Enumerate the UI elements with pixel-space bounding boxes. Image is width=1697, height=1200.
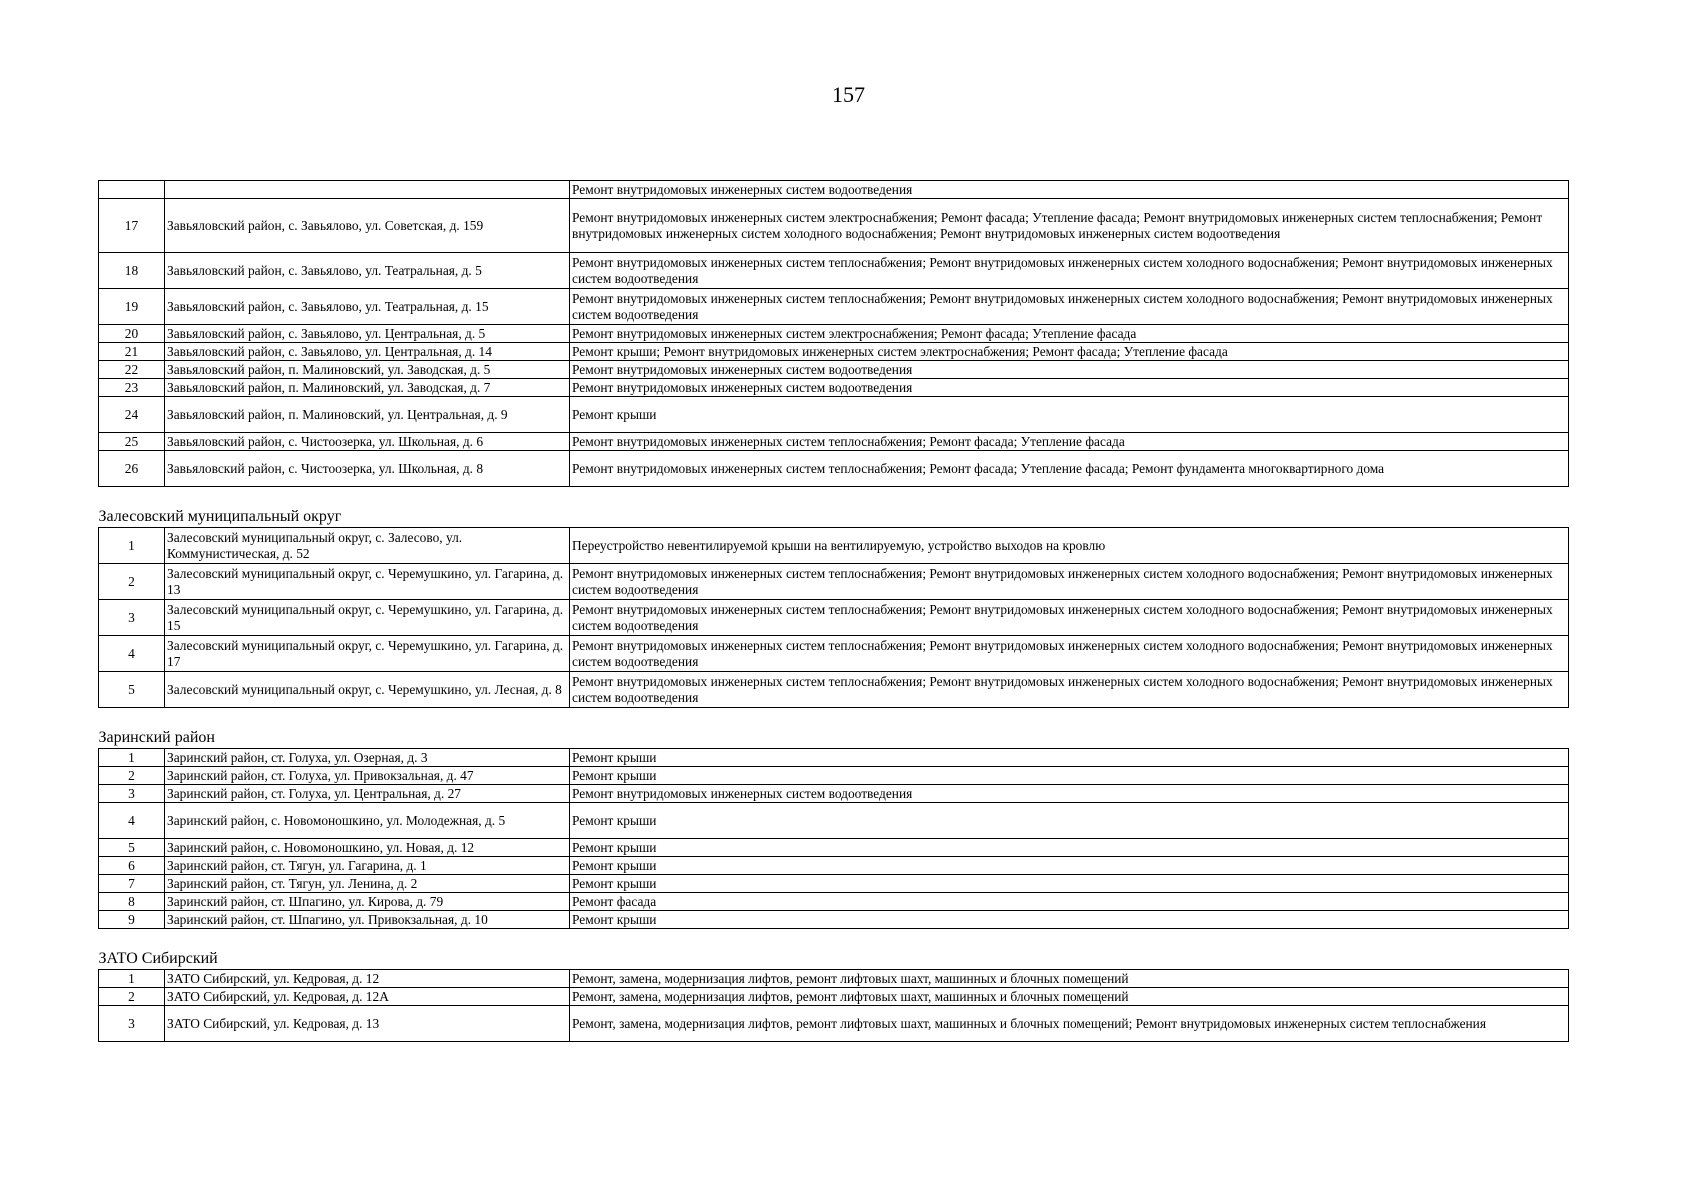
section-heading: Заринский район xyxy=(99,708,1569,749)
row-works: Ремонт, замена, модернизация лифтов, ремонт лифтовых шахт, машинных и блочных помещений xyxy=(570,970,1569,988)
row-works: Ремонт крыши xyxy=(570,803,1569,839)
row-address: Завьяловский район, п. Малиновский, ул. Центральная, д. 9 xyxy=(165,397,570,433)
row-address: Завьяловский район, с. Завьялово, ул. Театральная, д. 15 xyxy=(165,289,570,325)
row-works: Ремонт внутридомовых инженерных систем теплоснабжения; Ремонт внутридомовых инженерных систем холодного водоснабжения; Ремонт внутридомовых инженерных систем водоотведения xyxy=(570,289,1569,325)
table-row xyxy=(99,803,1569,839)
row-address: Завьяловский район, п. Малиновский, ул. Заводская, д. 7 xyxy=(165,379,570,397)
row-address: Заринский район, ст. Тягун, ул. Гагарина, д. 1 xyxy=(165,857,570,875)
table-row xyxy=(99,397,1569,433)
section-heading: ЗАТО Сибирский xyxy=(99,929,1569,970)
table-row xyxy=(99,893,1569,911)
row-address: Заринский район, с. Новомоношкино, ул. Новая, д. 12 xyxy=(165,839,570,857)
table-row xyxy=(99,1006,1569,1042)
table-row xyxy=(99,361,1569,379)
row-address: Заринский район, ст. Шпагино, ул. Привокзальная, д. 10 xyxy=(165,911,570,929)
row-number: 1 xyxy=(99,749,165,767)
table-row xyxy=(99,289,1569,325)
row-number: 19 xyxy=(99,289,165,325)
table-row xyxy=(99,672,1569,708)
row-number: 21 xyxy=(99,343,165,361)
row-number: 4 xyxy=(99,803,165,839)
row-address: Завьяловский район, с. Завьялово, ул. Центральная, д. 14 xyxy=(165,343,570,361)
table-row xyxy=(99,343,1569,361)
table-row xyxy=(99,253,1569,289)
row-number: 17 xyxy=(99,199,165,253)
row-works: Ремонт внутридомовых инженерных систем теплоснабжения; Ремонт внутридомовых инженерных систем холодного водоснабжения; Ремонт внутридомовых инженерных систем водоотведения xyxy=(570,672,1569,708)
section-header-row xyxy=(99,487,1569,528)
row-address: Завьяловский район, с. Завьялово, ул. Советская, д. 159 xyxy=(165,199,570,253)
table-row xyxy=(99,785,1569,803)
table-row xyxy=(99,528,1569,564)
table-row xyxy=(99,911,1569,929)
row-address: ЗАТО Сибирский, ул. Кедровая, д. 12А xyxy=(165,988,570,1006)
table-row xyxy=(99,199,1569,253)
row-number: 2 xyxy=(99,988,165,1006)
table-row xyxy=(99,875,1569,893)
row-works: Ремонт крыши xyxy=(570,749,1569,767)
row-works: Ремонт крыши xyxy=(570,767,1569,785)
row-number: 2 xyxy=(99,564,165,600)
row-number: 3 xyxy=(99,1006,165,1042)
row-works: Ремонт внутридомовых инженерных систем теплоснабжения; Ремонт фасада; Утепление фасада xyxy=(570,433,1569,451)
table-row xyxy=(99,857,1569,875)
row-works: Ремонт внутридомовых инженерных систем теплоснабжения; Ремонт внутридомовых инженерных систем холодного водоснабжения; Ремонт внутридомовых инженерных систем водоотведения xyxy=(570,600,1569,636)
row-number: 22 xyxy=(99,361,165,379)
row-address: Залесовский муниципальный округ, с. Черемушкино, ул. Гагарина, д. 17 xyxy=(165,636,570,672)
table-body xyxy=(99,181,1569,1042)
row-number: 5 xyxy=(99,839,165,857)
row-number: 7 xyxy=(99,875,165,893)
row-works: Ремонт внутридомовых инженерных систем водоотведения xyxy=(570,379,1569,397)
repair-schedule-table xyxy=(98,180,1569,1042)
row-number: 20 xyxy=(99,325,165,343)
row-number: 25 xyxy=(99,433,165,451)
table-row xyxy=(99,325,1569,343)
row-works: Ремонт крыши xyxy=(570,397,1569,433)
row-address: Заринский район, ст. Голуха, ул. Центральная, д. 27 xyxy=(165,785,570,803)
row-works: Ремонт крыши; Ремонт внутридомовых инженерных систем электроснабжения; Ремонт фасада; Утепление фасада xyxy=(570,343,1569,361)
row-address: Завьяловский район, с. Чистоозерка, ул. Школьная, д. 6 xyxy=(165,433,570,451)
table-row xyxy=(99,181,1569,199)
row-address: ЗАТО Сибирский, ул. Кедровая, д. 12 xyxy=(165,970,570,988)
row-works: Ремонт, замена, модернизация лифтов, ремонт лифтовых шахт, машинных и блочных помещений; Ремонт внутридомовых инженерных систем теплоснабжения xyxy=(570,1006,1569,1042)
row-address: Заринский район, ст. Тягун, ул. Ленина, д. 2 xyxy=(165,875,570,893)
row-address: Завьяловский район, с. Завьялово, ул. Театральная, д. 5 xyxy=(165,253,570,289)
table-row xyxy=(99,564,1569,600)
row-number xyxy=(99,181,165,199)
row-works: Ремонт внутридомовых инженерных систем водоотведения xyxy=(570,785,1569,803)
row-address: Залесовский муниципальный округ, с. Черемушкино, ул. Гагарина, д. 13 xyxy=(165,564,570,600)
row-works: Ремонт крыши xyxy=(570,875,1569,893)
row-number: 26 xyxy=(99,451,165,487)
row-works: Ремонт внутридомовых инженерных систем теплоснабжения; Ремонт внутридомовых инженерных систем холодного водоснабжения; Ремонт внутридомовых инженерных систем водоотведения xyxy=(570,564,1569,600)
table-row xyxy=(99,988,1569,1006)
row-works: Ремонт внутридомовых инженерных систем теплоснабжения; Ремонт фасада; Утепление фасада; Ремонт фундамента многоквартирного дома xyxy=(570,451,1569,487)
table-row xyxy=(99,379,1569,397)
table-row xyxy=(99,970,1569,988)
table-row xyxy=(99,749,1569,767)
row-number: 3 xyxy=(99,600,165,636)
table-row xyxy=(99,600,1569,636)
row-number: 2 xyxy=(99,767,165,785)
row-number: 3 xyxy=(99,785,165,803)
table-row xyxy=(99,433,1569,451)
row-works: Ремонт внутридомовых инженерных систем теплоснабжения; Ремонт внутридомовых инженерных систем холодного водоснабжения; Ремонт внутридомовых инженерных систем водоотведения xyxy=(570,253,1569,289)
row-number: 5 xyxy=(99,672,165,708)
row-works: Ремонт, замена, модернизация лифтов, ремонт лифтовых шахт, машинных и блочных помещений xyxy=(570,988,1569,1006)
row-number: 1 xyxy=(99,528,165,564)
row-number: 1 xyxy=(99,970,165,988)
row-address: Залесовский муниципальный округ, с. Залесово, ул. Коммунистическая, д. 52 xyxy=(165,528,570,564)
row-number: 23 xyxy=(99,379,165,397)
row-address: Завьяловский район, с. Завьялово, ул. Центральная, д. 5 xyxy=(165,325,570,343)
section-header-row xyxy=(99,929,1569,970)
row-works: Переустройство невентилируемой крыши на вентилируемую, устройство выходов на кровлю xyxy=(570,528,1569,564)
row-works: Ремонт крыши xyxy=(570,911,1569,929)
row-works: Ремонт внутридомовых инженерных систем водоотведения xyxy=(570,361,1569,379)
row-address: Завьяловский район, с. Чистоозерка, ул. Школьная, д. 8 xyxy=(165,451,570,487)
row-address xyxy=(165,181,570,199)
row-number: 4 xyxy=(99,636,165,672)
row-address: Заринский район, ст. Шпагино, ул. Кирова, д. 79 xyxy=(165,893,570,911)
section-heading: Залесовский муниципальный округ xyxy=(99,487,1569,528)
row-works: Ремонт крыши xyxy=(570,839,1569,857)
row-works: Ремонт внутридомовых инженерных систем электроснабжения; Ремонт фасада; Утепление фасада; Ремонт внутридомовых инженерных систем теплоснабжения; Ремонт внутридомовых инженерных систем холодного водоснабжения; Ремонт внутридомовых инженерных систем водоотведения xyxy=(570,199,1569,253)
row-address: Заринский район, ст. Голуха, ул. Привокзальная, д. 47 xyxy=(165,767,570,785)
row-number: 18 xyxy=(99,253,165,289)
section-header-row xyxy=(99,708,1569,749)
table-row xyxy=(99,451,1569,487)
row-address: Залесовский муниципальный округ, с. Черемушкино, ул. Гагарина, д. 15 xyxy=(165,600,570,636)
row-number: 24 xyxy=(99,397,165,433)
row-number: 8 xyxy=(99,893,165,911)
row-works: Ремонт внутридомовых инженерных систем водоотведения xyxy=(570,181,1569,199)
row-works: Ремонт фасада xyxy=(570,893,1569,911)
table-row xyxy=(99,767,1569,785)
row-works: Ремонт внутридомовых инженерных систем электроснабжения; Ремонт фасада; Утепление фасада xyxy=(570,325,1569,343)
table-row xyxy=(99,839,1569,857)
row-address: Завьяловский район, п. Малиновский, ул. Заводская, д. 5 xyxy=(165,361,570,379)
row-works: Ремонт крыши xyxy=(570,857,1569,875)
page-number: 157 xyxy=(832,82,865,107)
table-row xyxy=(99,636,1569,672)
row-works: Ремонт внутридомовых инженерных систем теплоснабжения; Ремонт внутридомовых инженерных систем холодного водоснабжения; Ремонт внутридомовых инженерных систем водоотведения xyxy=(570,636,1569,672)
row-address: Заринский район, ст. Голуха, ул. Озерная, д. 3 xyxy=(165,749,570,767)
row-address: Залесовский муниципальный округ, с. Черемушкино, ул. Лесная, д. 8 xyxy=(165,672,570,708)
row-address: ЗАТО Сибирский, ул. Кедровая, д. 13 xyxy=(165,1006,570,1042)
row-number: 9 xyxy=(99,911,165,929)
row-number: 6 xyxy=(99,857,165,875)
row-address: Заринский район, с. Новомоношкино, ул. Молодежная, д. 5 xyxy=(165,803,570,839)
